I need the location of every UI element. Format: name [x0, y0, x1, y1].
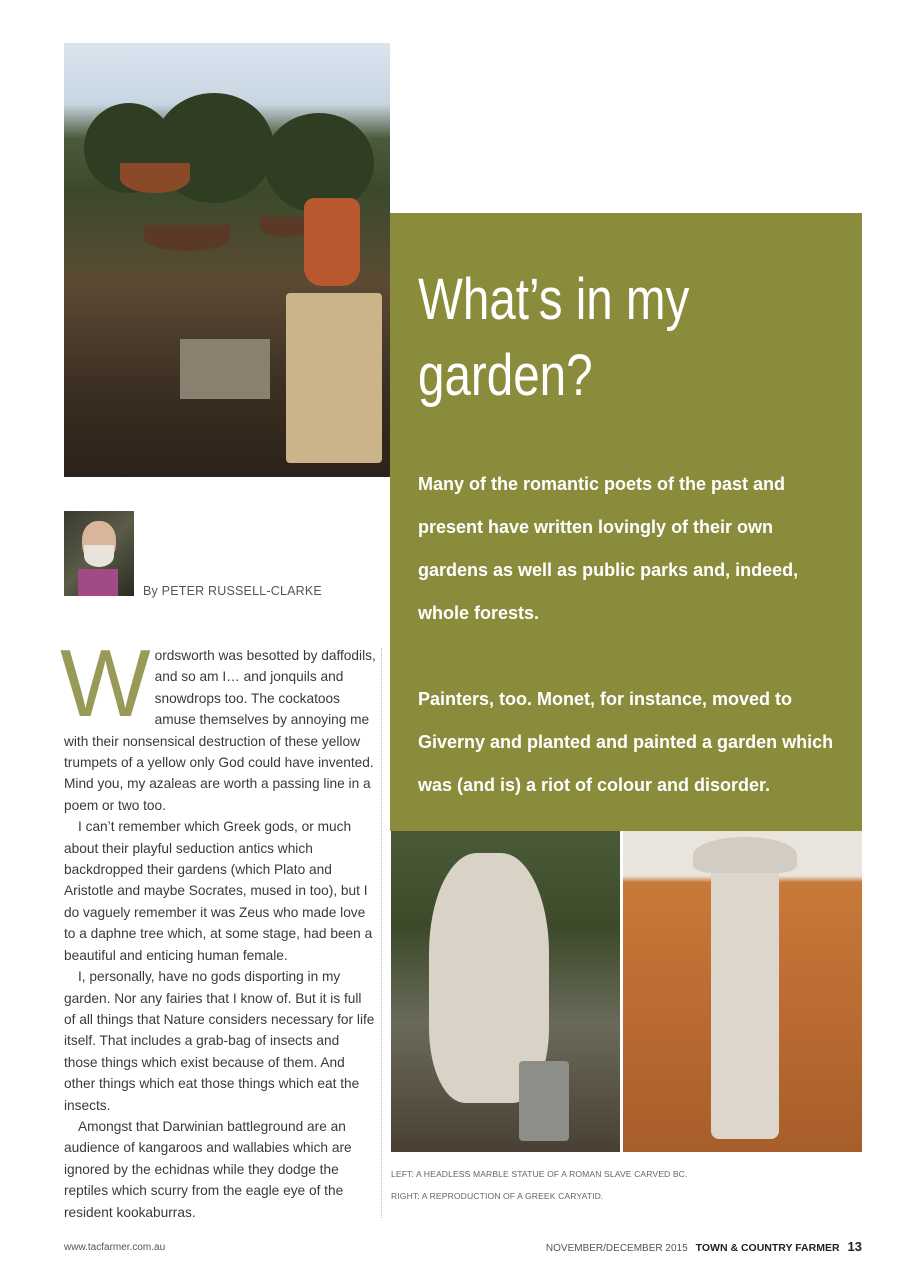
- magazine-name: TOWN & COUNTRY FARMER: [695, 1242, 840, 1254]
- intro-paragraph: Many of the romantic poets of the past and present have written lovingly of their own gardens as well as public parks and, indeed, whole forests.: [418, 474, 799, 623]
- body-paragraph: Amongst that Darwinian battleground are an audience of kangaroos and wallabies which are ignored by the echidnas while they dodge the reptiles which scurry from the eagle eye of the resident kookaburras.: [64, 1118, 352, 1220]
- caryatid-photo: [623, 831, 862, 1152]
- article-title: What’s in my garden?: [418, 267, 690, 408]
- article-body: [60, 630, 376, 1223]
- footer-info: [546, 1239, 862, 1254]
- body-paragraph: I, personally, have no gods disporting in my garden. Nor any fairies that I know of. But it is full of all things that Nature considers necessary for life itself. That includes a grab-bag of insects and those things which exist because of them. And other things which eat those things which eat the insects.: [64, 969, 375, 1113]
- drop-cap: W: [60, 630, 151, 737]
- body-paragraph: Wordsworth was besotted by daffodils, and so am I… and jonquils and snowdrops too. The cockatoos amuse themselves by annoying me with their nonsensical destruction of these yellow trumpets of a yellow only God could have invented. Mind you, my azaleas are worth a passing line in a poem or two too.: [60, 630, 376, 813]
- article-intro: [418, 463, 848, 807]
- column-divider: [381, 648, 382, 1218]
- garden-photo: [64, 43, 390, 477]
- body-paragraph: I can’t remember which Greek gods, or much about their playful seduction antics which backdropped their gardens (which Plato and Aristotle and maybe Socrates, mused in too), but I do vaguely remember it was Zeus who made love to a daphne tree which, at some stage, had been a beautiful and enticing human female.: [64, 819, 373, 963]
- byline: By PETER RUSSELL-CLARKE: [143, 584, 322, 598]
- page-number: 13: [847, 1239, 862, 1254]
- author-photo: [64, 511, 134, 596]
- photo-caption: LEFT: A HEADLESS MARBLE STATUE OF A ROMAN SLAVE CARVED BC. RIGHT: A REPRODUCTION OF A GREEK CARYATID.: [391, 1169, 688, 1201]
- footer-url: www.tacfarmer.com.au: [64, 1242, 166, 1253]
- intro-paragraph: Painters, too. Monet, for instance, moved to Giverny and planted and painted a garden which was (and is) a riot of colour and disorder.: [418, 689, 834, 795]
- statue-photo: [391, 831, 620, 1152]
- issue-date: NOVEMBER/DECEMBER 2015: [545, 1243, 688, 1254]
